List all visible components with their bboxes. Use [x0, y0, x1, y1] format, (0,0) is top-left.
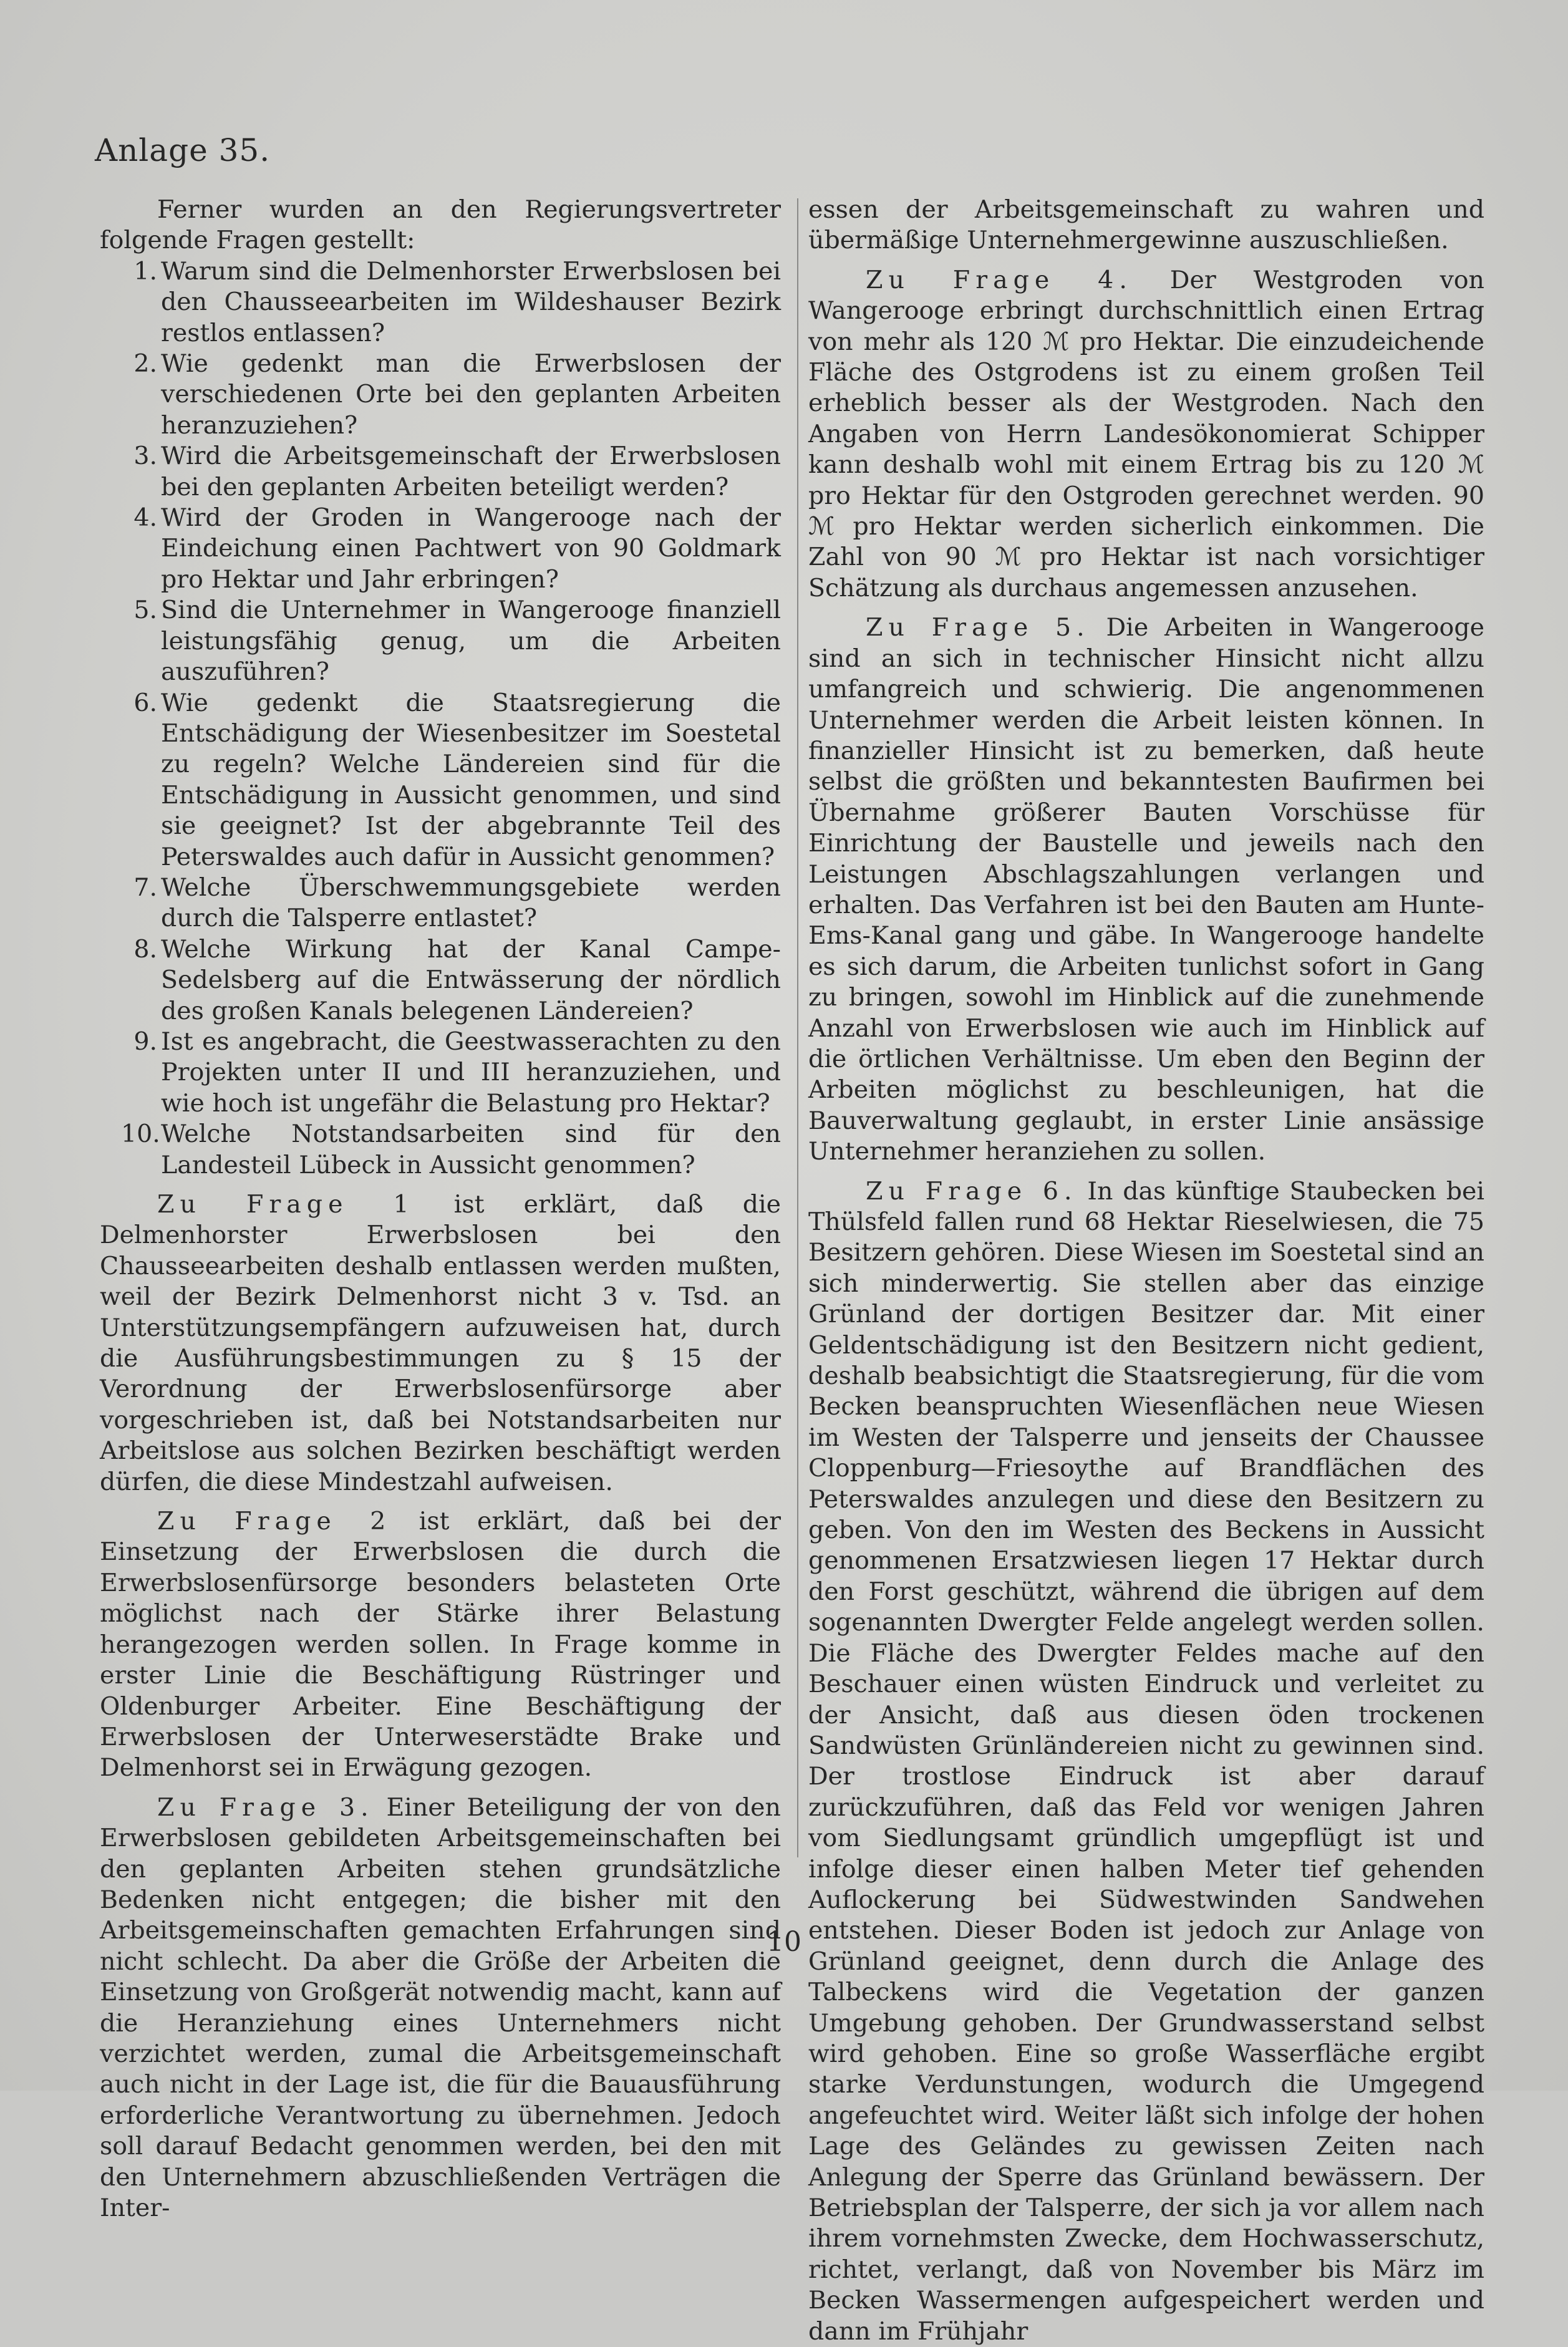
question-text: Sind die Unternehmer in Wangerooge finanziell leistungsfähig genug, um die Arbeiten auszuführen? — [161, 596, 781, 687]
column-divider — [797, 198, 798, 1857]
page-number: 10 — [767, 1926, 801, 1958]
left-column — [100, 195, 781, 2224]
question-number: 5. — [133, 596, 157, 625]
question-number: 1. — [133, 256, 157, 286]
answer-4-paragraph — [808, 265, 1484, 604]
answer-5-paragraph — [808, 612, 1484, 1167]
question-text: Ist es angebracht, die Geestwasserachten zu den Projekten unter II und III heranzuziehen, und wie hoch ist ungefähr die Belastung pro Hektar? — [161, 1027, 781, 1118]
answer-1-paragraph — [100, 1189, 781, 1498]
answer-1-text: ist erklärt, daß die Delmenhorster Erwerbslosen bei den Chausseearbeiten deshalb entlassen werden mußten, weil der Bezirk Delmenhorst nicht 3 v. Tsd. an Unterstützungsempfängern aufzuweisen hat, durch die Ausführungsbestimmungen zu § 15 der Verordnung der Erwerbslosenfürsorge aber vorgeschrieben ist, daß bei Notstandsarbeiten nur Arbeitslose aus solchen Bezirken beschäftigt werden dürfen, die diese Mindestzahl aufweisen. — [100, 1190, 781, 1496]
answer-5-text: Die Arbeiten in Wangerooge sind an sich in technischer Hinsicht nicht allzu umfangreich und schwierig. Die angenommenen Unternehmer werden die Arbeit leisten können. In finanzieller Hinsicht ist zu bemerken, daß heute selbst die größten und bekanntesten Baufirmen bei Übernahme größerer Bauten Vorschüsse für Einrichtung der Baustelle und jeweils nach den Leistungen Abschlagszahlungen verlangen und erhalten. Das Verfahren ist bei den Bauten am Hunte-Ems-Kanal gang und gäbe. In Wangerooge handelte es sich darum, die Arbeiten tunlichst sofort in Gang zu bringen, sowohl im Hinblick auf die zunehmende Anzahl von Erwerbslosen wie auch im Hinblick auf die örtlichen Verhältnisse. Um eben den Beginn der Arbeiten möglichst zu beschleunigen, hat die Bauverwaltung geglaubt, in erster Linie ansässige Unternehmer heranziehen zu sollen. — [808, 613, 1485, 1166]
question-item — [100, 1027, 781, 1119]
question-number: 9. — [133, 1027, 157, 1056]
question-item — [100, 1119, 781, 1181]
question-text: Welche Wirkung hat der Kanal Campe-Sedelsberg auf die Entwässerung der nördlich des großen Kanals belegenen Ländereien? — [161, 934, 781, 1025]
question-number: 2. — [133, 349, 157, 379]
question-list — [100, 256, 781, 1181]
right-column — [808, 195, 1484, 2347]
question-item — [100, 503, 781, 595]
continuation-paragraph: essen der Arbeitsgemeinschaft zu wahren und übermäßige Unternehmergewinne auszuschließen. — [808, 195, 1484, 255]
answer-2-text: ist erklärt, daß bei der Einsetzung der Erwerbslosen die durch die Erwerbslosenfürsorge besonders belasteten Orte möglichst nach der Stärke ihrer Belastung herangezogen werden sollen. In Frage komme in erster Linie die Beschäftigung Rüstringer und Oldenburger Arbeiter. Eine Beschäftigung der Erwerbslosen der Unterweserstädte Brake und Delmenhorst sei in Erwägung gezogen. — [100, 1507, 781, 1783]
answer-5-lead: Zu Frage 5. — [866, 613, 1090, 642]
question-text: Wie gedenkt die Staatsregierung die Entschädigung der Wiesenbesitzer im Soestetal zu regeln? Welche Ländereien sind für die Entschädigung in Aussicht genommen, und sind sie geeignet? Ist der abgebrannte Teil des Peterswaldes auch dafür in Aussicht genommen? — [161, 688, 781, 871]
question-number: 3. — [133, 442, 157, 471]
question-item — [100, 349, 781, 441]
intro-paragraph: Ferner wurden an den Regierungsvertreter folgende Fragen gestellt: — [100, 195, 781, 255]
answer-4-lead: Zu Frage 4. — [866, 265, 1133, 294]
question-item — [100, 441, 781, 503]
question-text: Wird die Arbeitsgemeinschaft der Erwerbslosen bei den geplanten Arbeiten beteiligt werden? — [161, 442, 781, 501]
question-item — [100, 934, 781, 1027]
question-item — [100, 873, 781, 934]
answer-4-text: Der Westgroden von Wangerooge erbringt durchschnittlich einen Ertrag von mehr als 120 ℳ pro Hektar. Die einzudeichende Fläche des Ostgrodens ist zu einem großen Teil erheblich besser als der Westgroden. Nach den Angaben von Herrn Landesökonomierat Schipper kann deshalb wohl mit einem Ertrag bis zu 120 ℳ pro Hektar für den Ostgroden gerechnet werden. 90 ℳ pro Hektar werden sicherlich einkommen. Die Zahl von 90 ℳ pro Hektar ist nach vorsichtiger Schätzung als durchaus angemessen anzusehen. — [808, 265, 1484, 602]
answer-3-lead: Zu Frage 3. — [157, 1793, 374, 1822]
answer-6-paragraph — [808, 1176, 1484, 2347]
answer-2-paragraph — [100, 1506, 781, 1784]
question-text: Welche Notstandsarbeiten sind für den Landesteil Lübeck in Aussicht genommen? — [161, 1120, 781, 1179]
question-number: 7. — [133, 873, 157, 902]
question-text: Welche Überschwemmungsgebiete werden durch die Talsperre entlastet? — [161, 873, 781, 933]
question-text: Warum sind die Delmenhorster Erwerbslosen bei den Chausseearbeiten im Wildeshauser Bezirk restlos entlassen? — [161, 256, 781, 347]
question-number: 10. — [121, 1120, 160, 1149]
question-item — [100, 595, 781, 687]
question-text: Wird der Groden in Wangerooge nach der Eindeichung einen Pachtwert von 90 Goldmark pro Hektar und Jahr erbringen? — [161, 503, 781, 594]
answer-1-lead: Zu Frage 1 — [157, 1190, 415, 1219]
answer-3-paragraph — [100, 1793, 781, 2224]
page-header: Anlage 35. — [95, 132, 271, 168]
question-number: 4. — [133, 503, 157, 533]
question-number: 8. — [133, 934, 157, 964]
answer-3-text: Einer Beteiligung der von den Erwerbslosen gebildeten Arbeitsgemeinschaften bei den geplanten Arbeiten stehen grundsätzliche Bedenken nicht entgegen; die bisher mit den Arbeitsgemeinschaften gemachten Erfahrungen sind nicht schlecht. Da aber die Größe der Arbeiten die Einsetzung von Großgerät notwendig macht, kann auf die Heranziehung eines Unternehmers nicht verzichtet werden, zumal die Arbeitsgemeinschaft auch nicht in der Lage ist, die für die Bauausführung erforderliche Verantwortung zu übernehmen. Jedoch soll darauf Bedacht genommen werden, bei den mit den Unternehmern abzuschließenden Verträgen die Inter- — [100, 1793, 781, 2222]
answer-2-lead: Zu Frage 2 — [157, 1507, 392, 1536]
question-number: 6. — [133, 688, 157, 717]
answer-6-lead: Zu Frage 6. — [866, 1176, 1078, 1206]
question-text: Wie gedenkt man die Erwerbslosen der verschiedenen Orte bei den geplanten Arbeiten heranzuziehen? — [161, 349, 781, 440]
question-item — [100, 256, 781, 349]
question-item — [100, 688, 781, 873]
answer-6-text: In das künftige Staubecken bei Thülsfeld fallen rund 68 Hektar Rieselwiesen, die 75 Besitzern gehören. Diese Wiesen im Soestetal sind an sich minderwertig. Sie stellen aber das einzige Grünland der dortigen Besitzer dar. Mit einer Geldentschädigung ist den Besitzern nicht gedient, deshalb beabsichtigt die Staatsregierung, für die vom Becken beanspruchten Wiesenflächen neue Wiesen im Westen der Talsperre und jenseits der Chaussee Cloppenburg—Friesoythe auf Brandflächen des Peterswaldes anzulegen und diese den Besitzern zu geben. Von den im Westen des Beckens in Aussicht genommenen Ersatzwiesen liegen 17 Hektar durch den Forst geschützt, während die übrigen auf dem sogenannten Dwergter Felde angelegt werden sollen. Die Fläche des Dwergter Feldes mache auf den Beschauer einen wüsten Eindruck und verleitet zu der Ansicht, daß aus diesen öden trockenen Sandwüsten Grünländereien nicht zu gewinnen sind. Der trostlose Eindruck ist aber darauf zurückzuführen, daß das Feld vor wenigen Jahren vom Siedlungsamt gründlich umgepflügt ist und infolge dieser einen halben Meter tief gehenden Auflockerung bei Südwestwinden Sandwehen entstehen. Dieser Boden ist jedoch zur Anlage von Grünland geeignet, denn durch die Anlage des Talbeckens wird die Vegetation der ganzen Umgebung gehoben. Der Grundwasserstand selbst wird gehoben. Eine so große Wasserfläche ergibt starke Verdunstungen, wodurch die Umgegend angefeuchtet wird. Weiter läßt sich infolge der hohen Lage des Geländes zu gewissen Zeiten nach Anlegung der Sperre das Grünland bewässern. Der Betriebsplan der Talsperre, der sich ja vor allem nach ihrem vornehmsten Zwecke, dem Hochwasserschutz, richtet, verlangt, daß von November bis März im Becken Wassermengen aufgespeichert werden und dann im Frühjahr — [808, 1176, 1484, 2346]
